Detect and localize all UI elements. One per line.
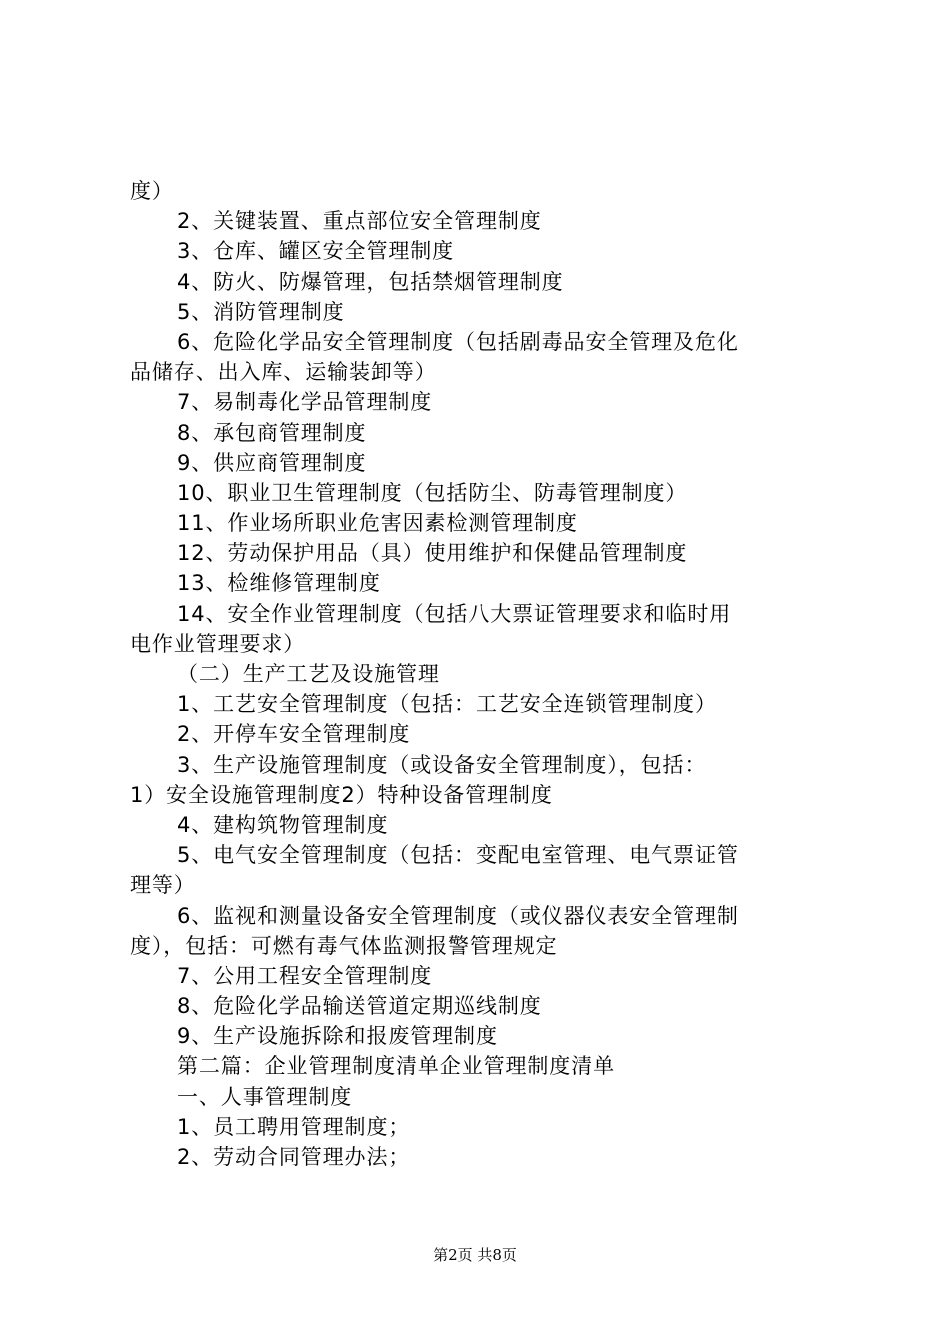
document-line: 14、安全作业管理制度（包括八大票证管理要求和临时用 [177, 601, 732, 626]
document-line: 2、开停车安全管理制度 [177, 722, 411, 747]
document-line: 3、仓库、罐区安全管理制度 [177, 239, 455, 264]
document-line: 电作业管理要求） [130, 631, 306, 656]
page-footer: 第2页 共8页 [433, 1246, 517, 1264]
document-line: 9、供应商管理制度 [177, 450, 367, 475]
document-line: 9、生产设施拆除和报废管理制度 [177, 1024, 498, 1049]
document-line: 11、作业场所职业危害因素检测管理制度 [177, 511, 578, 536]
document-line: 12、劳动保护用品（具）使用维护和保健品管理制度 [177, 541, 688, 566]
document-line: 7、公用工程安全管理制度 [177, 963, 433, 988]
document-line: 10、职业卫生管理制度（包括防尘、防毒管理制度） [177, 480, 688, 505]
document-line: 1、员工聘用管理制度； [177, 1114, 411, 1139]
document-line: 第二篇：企业管理制度清单企业管理制度清单 [177, 1054, 615, 1079]
document-line: 6、危险化学品安全管理制度（包括剧毒品安全管理及危化 [177, 329, 739, 354]
document-line: （二）生产工艺及设施管理 [177, 662, 440, 686]
document-line: 7、易制毒化学品管理制度 [177, 390, 433, 415]
document-line: 13、检维修管理制度 [177, 571, 381, 596]
document-line: 度） [130, 179, 174, 203]
document-line: 一、人事管理制度 [177, 1084, 353, 1109]
document-line: 2、关键装置、重点部位安全管理制度 [177, 209, 542, 234]
document-body [130, 176, 832, 1172]
document-line: 5、电气安全管理制度（包括：变配电室管理、电气票证管 [177, 843, 739, 868]
document-line: 3、生产设施管理制度（或设备安全管理制度），包括： [177, 752, 707, 777]
document-line: 6、监视和测量设备安全管理制度（或仪器仪表安全管理制 [177, 903, 739, 928]
document-line: 度），包括：可燃有毒气体监测报警管理规定 [130, 933, 558, 958]
document-line: 4、防火、防爆管理，包括禁烟管理制度 [177, 269, 564, 294]
document-line: 理等） [130, 873, 196, 898]
document-line: 5、消防管理制度 [177, 299, 345, 324]
document-line: 2、劳动合同管理办法； [177, 1145, 411, 1169]
document-line: 8、危险化学品输送管道定期巡线制度 [177, 994, 542, 1019]
document-line: 4、建构筑物管理制度 [177, 812, 389, 837]
document-line: 1、工艺安全管理制度（包括：工艺安全连锁管理制度） [177, 692, 717, 717]
document-line: 1）安全设施管理制度2）特种设备管理制度 [130, 782, 553, 807]
document-line: 品储存、出入库、运输装卸等） [130, 360, 437, 385]
document-line: 8、承包商管理制度 [177, 420, 367, 445]
